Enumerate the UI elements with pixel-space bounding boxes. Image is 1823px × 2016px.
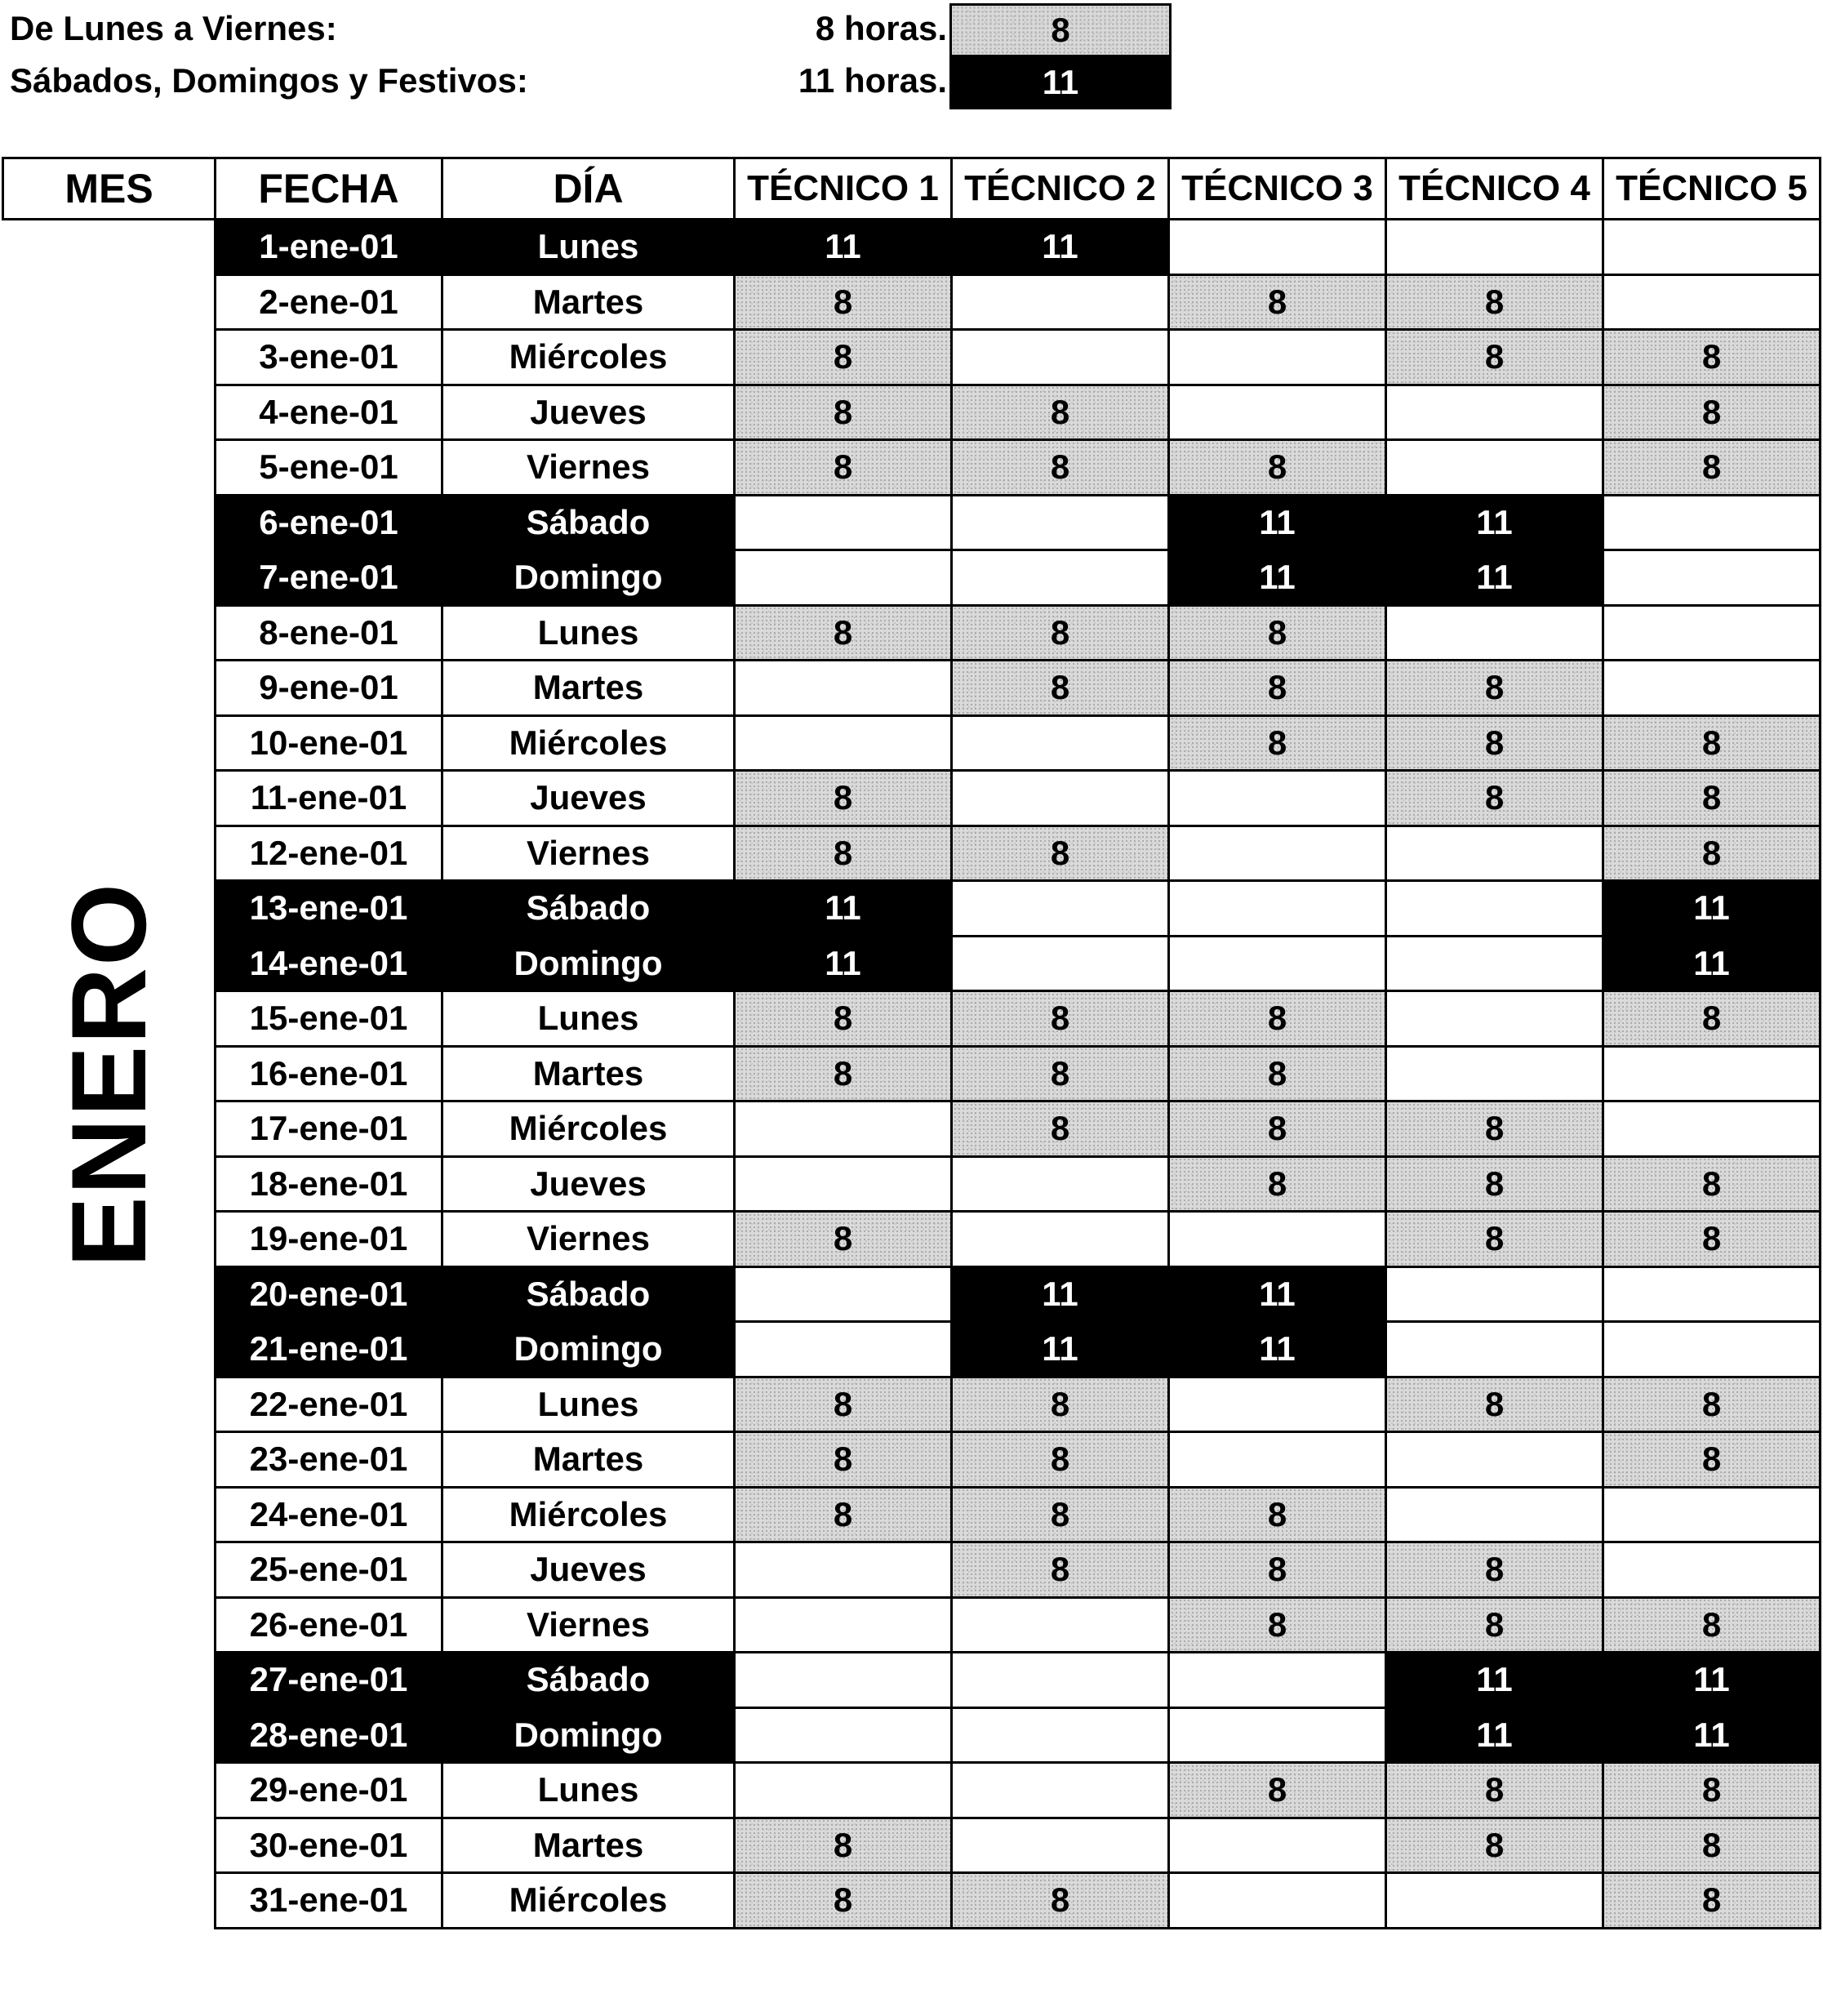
day-cell: Domingo (442, 936, 735, 991)
tecnico-4-hours-cell (1386, 1266, 1603, 1322)
table-row (3, 1597, 1821, 1653)
tecnico-4-hours-cell: 8 (1386, 1597, 1603, 1653)
day-cell: Viernes (442, 440, 735, 496)
table-row (3, 771, 1821, 826)
legend-weekend-hours: 11 horas. (798, 61, 947, 100)
tecnico-5-hours-cell (1603, 1046, 1821, 1101)
table-row (3, 1763, 1821, 1818)
day-cell: Lunes (442, 1377, 735, 1432)
date-cell: 1-ene-01 (216, 220, 442, 275)
legend-weekday-label: De Lunes a Viernes: (10, 9, 337, 47)
date-cell: 31-ene-01 (216, 1873, 442, 1929)
tecnico-3-hours-cell: 8 (1169, 661, 1386, 716)
tecnico-2-hours-cell: 8 (952, 1101, 1169, 1157)
tecnico-2-hours-cell: 8 (952, 1046, 1169, 1101)
tecnico-3-hours-cell: 8 (1169, 1487, 1386, 1542)
tecnico-5-hours-cell: 8 (1603, 330, 1821, 385)
tecnico-1-hours-cell (735, 661, 952, 716)
date-cell: 15-ene-01 (216, 991, 442, 1047)
day-cell: Viernes (442, 1212, 735, 1267)
table-row (3, 1377, 1821, 1432)
table-row (3, 1487, 1821, 1542)
tecnico-5-hours-cell (1603, 1322, 1821, 1377)
tecnico-2-hours-cell: 8 (952, 826, 1169, 881)
table-row (3, 881, 1821, 937)
table-row (3, 1212, 1821, 1267)
tecnico-1-hours-cell (735, 550, 952, 606)
tecnico-3-hours-cell (1169, 936, 1386, 991)
tecnico-5-hours-cell: 8 (1603, 826, 1821, 881)
tecnico-4-hours-cell (1386, 1487, 1603, 1542)
date-cell: 13-ene-01 (216, 881, 442, 937)
tecnico-4-hours-cell: 11 (1386, 495, 1603, 550)
date-cell: 8-ene-01 (216, 605, 442, 661)
tecnico-4-hours-cell: 8 (1386, 1212, 1603, 1267)
month-cell (3, 220, 216, 1929)
tecnico-3-hours-cell (1169, 1818, 1386, 1873)
tecnico-4-hours-cell (1386, 605, 1603, 661)
day-cell: Sábado (442, 495, 735, 550)
date-cell: 19-ene-01 (216, 1212, 442, 1267)
tecnico-5-hours-cell: 8 (1603, 1432, 1821, 1488)
date-cell: 9-ene-01 (216, 661, 442, 716)
tecnico-1-hours-cell: 11 (735, 220, 952, 275)
tecnico-4-hours-cell: 11 (1386, 1707, 1603, 1763)
tecnico-4-hours-cell: 8 (1386, 1101, 1603, 1157)
tecnico-5-hours-cell: 11 (1603, 881, 1821, 937)
tecnico-2-hours-cell: 8 (952, 1873, 1169, 1929)
tecnico-4-hours-cell (1386, 936, 1603, 991)
tecnico-4-hours-cell: 8 (1386, 1542, 1603, 1598)
tecnico-2-hours-cell (952, 881, 1169, 937)
tecnico-1-hours-cell: 8 (735, 1377, 952, 1432)
tecnico-2-hours-cell: 8 (952, 1542, 1169, 1598)
tecnico-5-hours-cell: 8 (1603, 715, 1821, 771)
tecnico-1-hours-cell: 8 (735, 1487, 952, 1542)
tecnico-2-hours-cell: 8 (952, 661, 1169, 716)
tecnico-1-hours-cell (735, 1707, 952, 1763)
tecnico-4-hours-cell (1386, 1322, 1603, 1377)
legend-weekend-row (0, 56, 1176, 106)
tecnico-1-hours-cell: 8 (735, 385, 952, 440)
tecnico-4-hours-cell (1386, 881, 1603, 937)
day-cell: Lunes (442, 220, 735, 275)
schedule-body (3, 220, 1821, 1929)
header-tecnico-1: TÉCNICO 1 (735, 158, 952, 220)
date-cell: 21-ene-01 (216, 1322, 442, 1377)
tecnico-2-hours-cell: 8 (952, 1487, 1169, 1542)
tecnico-5-hours-cell (1603, 605, 1821, 661)
day-cell: Miércoles (442, 1101, 735, 1157)
tecnico-1-hours-cell (735, 1101, 952, 1157)
tecnico-1-hours-cell (735, 1266, 952, 1322)
tecnico-5-hours-cell (1603, 1101, 1821, 1157)
table-row (3, 661, 1821, 716)
table-row (3, 1046, 1821, 1101)
tecnico-5-hours-cell: 8 (1603, 1156, 1821, 1212)
header-mes: MES (3, 158, 216, 220)
hours-legend (0, 0, 1176, 110)
tecnico-3-hours-cell: 8 (1169, 1156, 1386, 1212)
tecnico-4-hours-cell: 8 (1386, 1818, 1603, 1873)
date-cell: 28-ene-01 (216, 1707, 442, 1763)
tecnico-5-hours-cell: 8 (1603, 1212, 1821, 1267)
tecnico-2-hours-cell: 11 (952, 1266, 1169, 1322)
tecnico-3-hours-cell: 11 (1169, 1266, 1386, 1322)
tecnico-5-hours-cell (1603, 495, 1821, 550)
tecnico-1-hours-cell: 8 (735, 1873, 952, 1929)
tecnico-4-hours-cell: 8 (1386, 1763, 1603, 1818)
tecnico-3-hours-cell: 8 (1169, 605, 1386, 661)
legend-weekday-hours: 8 horas. (815, 9, 947, 47)
day-cell: Viernes (442, 1597, 735, 1653)
tecnico-5-hours-cell: 8 (1603, 1873, 1821, 1929)
table-row (3, 991, 1821, 1047)
tecnico-5-hours-cell: 11 (1603, 936, 1821, 991)
header-tecnico-2: TÉCNICO 2 (952, 158, 1169, 220)
tecnico-5-hours-cell (1603, 220, 1821, 275)
day-cell: Martes (442, 661, 735, 716)
tecnico-4-hours-cell (1386, 826, 1603, 881)
day-cell: Sábado (442, 1266, 735, 1322)
date-cell: 11-ene-01 (216, 771, 442, 826)
tecnico-2-hours-cell: 11 (952, 1322, 1169, 1377)
tecnico-1-hours-cell (735, 1322, 952, 1377)
tecnico-1-hours-cell: 8 (735, 826, 952, 881)
tecnico-2-hours-cell (952, 1156, 1169, 1212)
tecnico-3-hours-cell: 8 (1169, 1046, 1386, 1101)
tecnico-2-hours-cell (952, 715, 1169, 771)
tecnico-3-hours-cell: 8 (1169, 1763, 1386, 1818)
date-cell: 20-ene-01 (216, 1266, 442, 1322)
tecnico-5-hours-cell (1603, 550, 1821, 606)
tecnico-4-hours-cell: 8 (1386, 771, 1603, 826)
day-cell: Martes (442, 1432, 735, 1488)
tecnico-1-hours-cell (735, 1597, 952, 1653)
header-tecnico-3: TÉCNICO 3 (1169, 158, 1386, 220)
tecnico-3-hours-cell (1169, 1873, 1386, 1929)
day-cell: Jueves (442, 1156, 735, 1212)
tecnico-4-hours-cell: 8 (1386, 1156, 1603, 1212)
tecnico-3-hours-cell (1169, 1377, 1386, 1432)
table-row (3, 1156, 1821, 1212)
tecnico-5-hours-cell: 11 (1603, 1707, 1821, 1763)
tecnico-1-hours-cell: 8 (735, 1046, 952, 1101)
day-cell: Jueves (442, 385, 735, 440)
tecnico-3-hours-cell (1169, 1707, 1386, 1763)
tecnico-3-hours-cell: 11 (1169, 1322, 1386, 1377)
header-row (3, 158, 1821, 220)
tecnico-5-hours-cell (1603, 661, 1821, 716)
tecnico-1-hours-cell: 8 (735, 330, 952, 385)
tecnico-1-hours-cell (735, 715, 952, 771)
table-row (3, 1653, 1821, 1708)
table-row (3, 715, 1821, 771)
header-dia: DÍA (442, 158, 735, 220)
date-cell: 27-ene-01 (216, 1653, 442, 1708)
tecnico-1-hours-cell (735, 1653, 952, 1708)
tecnico-1-hours-cell: 8 (735, 274, 952, 330)
tecnico-3-hours-cell: 8 (1169, 991, 1386, 1047)
month-label: ENERO (48, 881, 168, 1267)
tecnico-4-hours-cell: 8 (1386, 274, 1603, 330)
tecnico-2-hours-cell (952, 330, 1169, 385)
tecnico-2-hours-cell: 8 (952, 385, 1169, 440)
tecnico-2-hours-cell (952, 936, 1169, 991)
tecnico-4-hours-cell (1386, 1873, 1603, 1929)
tecnico-5-hours-cell (1603, 1487, 1821, 1542)
day-cell: Viernes (442, 826, 735, 881)
table-row (3, 605, 1821, 661)
tecnico-2-hours-cell: 8 (952, 1432, 1169, 1488)
tecnico-2-hours-cell: 8 (952, 440, 1169, 496)
tecnico-1-hours-cell (735, 1156, 952, 1212)
date-cell: 16-ene-01 (216, 1046, 442, 1101)
tecnico-2-hours-cell (952, 1818, 1169, 1873)
day-cell: Miércoles (442, 1487, 735, 1542)
day-cell: Martes (442, 1818, 735, 1873)
date-cell: 29-ene-01 (216, 1763, 442, 1818)
tecnico-5-hours-cell: 8 (1603, 771, 1821, 826)
table-row (3, 1432, 1821, 1488)
date-cell: 3-ene-01 (216, 330, 442, 385)
tecnico-5-hours-cell: 8 (1603, 440, 1821, 496)
tecnico-1-hours-cell: 8 (735, 991, 952, 1047)
tecnico-3-hours-cell (1169, 330, 1386, 385)
tecnico-1-hours-cell: 8 (735, 1818, 952, 1873)
tecnico-4-hours-cell (1386, 991, 1603, 1047)
date-cell: 2-ene-01 (216, 274, 442, 330)
tecnico-5-hours-cell: 8 (1603, 1597, 1821, 1653)
tecnico-2-hours-cell (952, 1707, 1169, 1763)
tecnico-3-hours-cell: 8 (1169, 274, 1386, 330)
tecnico-5-hours-cell: 8 (1603, 385, 1821, 440)
tecnico-3-hours-cell: 8 (1169, 440, 1386, 496)
tecnico-3-hours-cell (1169, 881, 1386, 937)
tecnico-3-hours-cell: 8 (1169, 1597, 1386, 1653)
day-cell: Sábado (442, 1653, 735, 1708)
header-tecnico-5: TÉCNICO 5 (1603, 158, 1821, 220)
tecnico-5-hours-cell (1603, 1266, 1821, 1322)
tecnico-5-hours-cell (1603, 274, 1821, 330)
tecnico-3-hours-cell (1169, 220, 1386, 275)
tecnico-2-hours-cell (952, 495, 1169, 550)
day-cell: Jueves (442, 1542, 735, 1598)
date-cell: 23-ene-01 (216, 1432, 442, 1488)
tecnico-3-hours-cell: 11 (1169, 495, 1386, 550)
table-row (3, 274, 1821, 330)
date-cell: 12-ene-01 (216, 826, 442, 881)
tecnico-3-hours-cell (1169, 1432, 1386, 1488)
tecnico-1-hours-cell (735, 1542, 952, 1598)
tecnico-2-hours-cell (952, 550, 1169, 606)
tecnico-1-hours-cell (735, 1763, 952, 1818)
day-cell: Miércoles (442, 715, 735, 771)
tecnico-3-hours-cell: 8 (1169, 715, 1386, 771)
day-cell: Miércoles (442, 1873, 735, 1929)
table-row (3, 385, 1821, 440)
legend-weekday-row (0, 3, 1176, 54)
tecnico-5-hours-cell (1603, 1542, 1821, 1598)
tecnico-2-hours-cell (952, 1597, 1169, 1653)
date-cell: 7-ene-01 (216, 550, 442, 606)
tecnico-4-hours-cell: 8 (1386, 1377, 1603, 1432)
tecnico-2-hours-cell (952, 1653, 1169, 1708)
day-cell: Domingo (442, 550, 735, 606)
date-cell: 30-ene-01 (216, 1818, 442, 1873)
day-cell: Miércoles (442, 330, 735, 385)
tecnico-2-hours-cell (952, 1763, 1169, 1818)
date-cell: 26-ene-01 (216, 1597, 442, 1653)
legend-weekend-swatch: 11 (949, 56, 1172, 109)
date-cell: 4-ene-01 (216, 385, 442, 440)
day-cell: Lunes (442, 991, 735, 1047)
tecnico-1-hours-cell: 11 (735, 936, 952, 991)
tecnico-2-hours-cell: 8 (952, 605, 1169, 661)
tecnico-4-hours-cell (1386, 385, 1603, 440)
day-cell: Domingo (442, 1707, 735, 1763)
table-row (3, 495, 1821, 550)
day-cell: Martes (442, 274, 735, 330)
date-cell: 17-ene-01 (216, 1101, 442, 1157)
table-row (3, 1873, 1821, 1929)
date-cell: 22-ene-01 (216, 1377, 442, 1432)
table-row (3, 220, 1821, 275)
tecnico-2-hours-cell (952, 771, 1169, 826)
schedule-table (2, 157, 1821, 1929)
table-row (3, 440, 1821, 496)
tecnico-1-hours-cell (735, 495, 952, 550)
table-row (3, 1322, 1821, 1377)
day-cell: Domingo (442, 1322, 735, 1377)
date-cell: 25-ene-01 (216, 1542, 442, 1598)
header-fecha: FECHA (216, 158, 442, 220)
day-cell: Jueves (442, 771, 735, 826)
table-row (3, 1542, 1821, 1598)
table-row (3, 550, 1821, 606)
tecnico-4-hours-cell (1386, 220, 1603, 275)
tecnico-5-hours-cell: 8 (1603, 1763, 1821, 1818)
tecnico-1-hours-cell: 8 (735, 1432, 952, 1488)
day-cell: Sábado (442, 881, 735, 937)
tecnico-1-hours-cell: 8 (735, 771, 952, 826)
tecnico-3-hours-cell: 11 (1169, 550, 1386, 606)
tecnico-3-hours-cell: 8 (1169, 1101, 1386, 1157)
tecnico-3-hours-cell (1169, 1212, 1386, 1267)
tecnico-5-hours-cell: 8 (1603, 991, 1821, 1047)
tecnico-4-hours-cell: 8 (1386, 715, 1603, 771)
date-cell: 6-ene-01 (216, 495, 442, 550)
tecnico-1-hours-cell: 8 (735, 605, 952, 661)
tecnico-4-hours-cell: 8 (1386, 661, 1603, 716)
table-row (3, 1101, 1821, 1157)
tecnico-1-hours-cell: 8 (735, 1212, 952, 1267)
table-row (3, 1707, 1821, 1763)
tecnico-2-hours-cell: 8 (952, 991, 1169, 1047)
date-cell: 18-ene-01 (216, 1156, 442, 1212)
tecnico-2-hours-cell (952, 1212, 1169, 1267)
day-cell: Lunes (442, 605, 735, 661)
tecnico-3-hours-cell (1169, 826, 1386, 881)
tecnico-1-hours-cell: 8 (735, 440, 952, 496)
tecnico-4-hours-cell: 11 (1386, 550, 1603, 606)
tecnico-4-hours-cell (1386, 1432, 1603, 1488)
tecnico-2-hours-cell: 8 (952, 1377, 1169, 1432)
tecnico-4-hours-cell: 8 (1386, 330, 1603, 385)
tecnico-5-hours-cell: 11 (1603, 1653, 1821, 1708)
date-cell: 10-ene-01 (216, 715, 442, 771)
date-cell: 14-ene-01 (216, 936, 442, 991)
tecnico-2-hours-cell (952, 274, 1169, 330)
tecnico-5-hours-cell: 8 (1603, 1377, 1821, 1432)
tecnico-4-hours-cell: 11 (1386, 1653, 1603, 1708)
tecnico-1-hours-cell: 11 (735, 881, 952, 937)
legend-weekend-label: Sábados, Domingos y Festivos: (10, 61, 528, 100)
tecnico-4-hours-cell (1386, 1046, 1603, 1101)
tecnico-3-hours-cell: 8 (1169, 1542, 1386, 1598)
tecnico-2-hours-cell: 11 (952, 220, 1169, 275)
table-row (3, 330, 1821, 385)
header-tecnico-4: TÉCNICO 4 (1386, 158, 1603, 220)
legend-weekday-swatch: 8 (949, 3, 1172, 57)
tecnico-3-hours-cell (1169, 771, 1386, 826)
tecnico-3-hours-cell (1169, 385, 1386, 440)
table-row (3, 1266, 1821, 1322)
day-cell: Lunes (442, 1763, 735, 1818)
day-cell: Martes (442, 1046, 735, 1101)
tecnico-3-hours-cell (1169, 1653, 1386, 1708)
table-row (3, 936, 1821, 991)
date-cell: 5-ene-01 (216, 440, 442, 496)
tecnico-5-hours-cell: 8 (1603, 1818, 1821, 1873)
tecnico-4-hours-cell (1386, 440, 1603, 496)
date-cell: 24-ene-01 (216, 1487, 442, 1542)
table-row (3, 1818, 1821, 1873)
table-row (3, 826, 1821, 881)
